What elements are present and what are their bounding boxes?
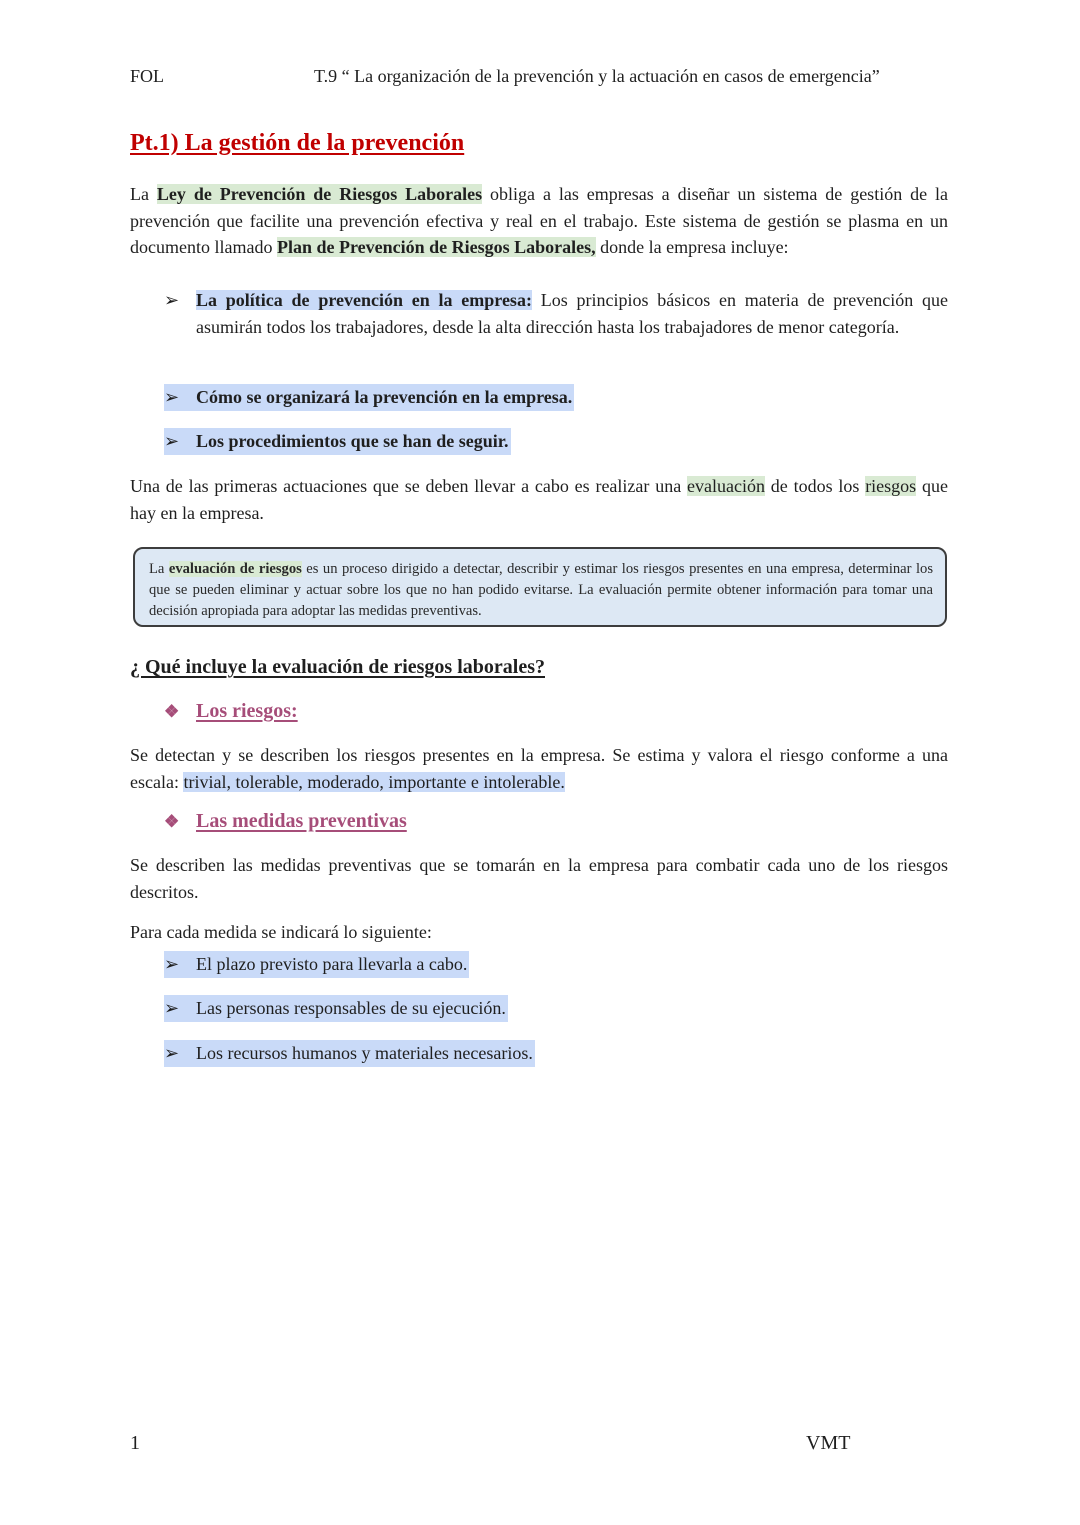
intro-paragraph: La Ley de Prevención de Riesgos Laborales obliga a las empresas a diseñar un sistema de gestión de la prevención que facilite una prevención efectiva y real en el trabajo. Este sistema de gestión se plasma en un documento llamado Plan de Prevención de Riesgos Laborales, donde la empresa incluye: [130,184,949,257]
arrow-bullet-icon: ➢ [164,290,180,310]
arrow-bullet-icon: ➢ [164,954,180,974]
medidas-paragraph: Se describen las medidas preventivas que se tomarán en la empresa para combatir cada uno de los riesgos descritos. [130,855,948,902]
evaluation-paragraph: Una de las primeras actuaciones que se deben llevar a cabo es realizar una evaluación de todos los riesgos que hay en la empresa. [130,476,948,523]
list-item: ➢ Los procedimientos que se han de seguir. [164,428,511,455]
list-item: ➢ El plazo previsto para llevarla a cabo. [164,951,469,978]
arrow-bullet-icon: ➢ [164,998,180,1018]
list-item: ➢ La política de prevención en la empresa: Los principios básicos en materia de prevención que asumirán todos los trabajadores, desde la alta dirección hasta los trabajadores de menor categoría. [164,287,948,340]
definition-callout: La evaluación de riesgos es un proceso dirigido a detectar, describir y estimar los riesgos presentes en una empresa, determinar los que se pueden eliminar y actuar sobre los que no han podido evitarse. La evaluación permite obtener información para tomar una decisión apropiada para adoptar las medidas preventivas. [133,547,947,627]
medidas-lead: Para cada medida se indicará lo siguiente: [130,922,432,942]
question-heading: ¿ Qué incluye la evaluación de riesgos laborales? [130,656,545,678]
arrow-bullet-icon: ➢ [164,1043,180,1063]
section-title: Pt.1) La gestión de la prevención [130,130,465,156]
diamond-bullet-icon: ❖ [164,812,180,831]
law-highlight: Ley de Prevención de Riesgos Laborales [156,184,483,204]
header-subject: FOL [130,66,165,86]
subsection-heading-riesgos: ❖ Los riesgos: [164,700,298,722]
plan-highlight: Plan de Prevención de Riesgos Laborales, [276,237,596,257]
diamond-bullet-icon: ❖ [164,702,180,721]
list-item: ➢ Los recursos humanos y materiales necesarios. [164,1040,535,1067]
list-item: ➢ Cómo se organizará la prevención en la empresa. [164,384,574,411]
arrow-bullet-icon: ➢ [164,387,180,407]
author-initials: VMT [806,1432,851,1454]
subsection-heading-medidas: ❖ Las medidas preventivas [164,810,407,832]
list-item: ➢ Las personas responsables de su ejecución. [164,995,508,1022]
riesgos-paragraph: Se detectan y se describen los riesgos presentes en la empresa. Se estima y valora el riesgo conforme a una escala: trivial, tolerable, moderado, importante e intolerable. [130,745,948,792]
page-number: 1 [130,1432,140,1454]
arrow-bullet-icon: ➢ [164,431,180,451]
header-topic: T.9 “ La organización de la prevención y la actuación en casos de emergencia” [314,66,880,86]
